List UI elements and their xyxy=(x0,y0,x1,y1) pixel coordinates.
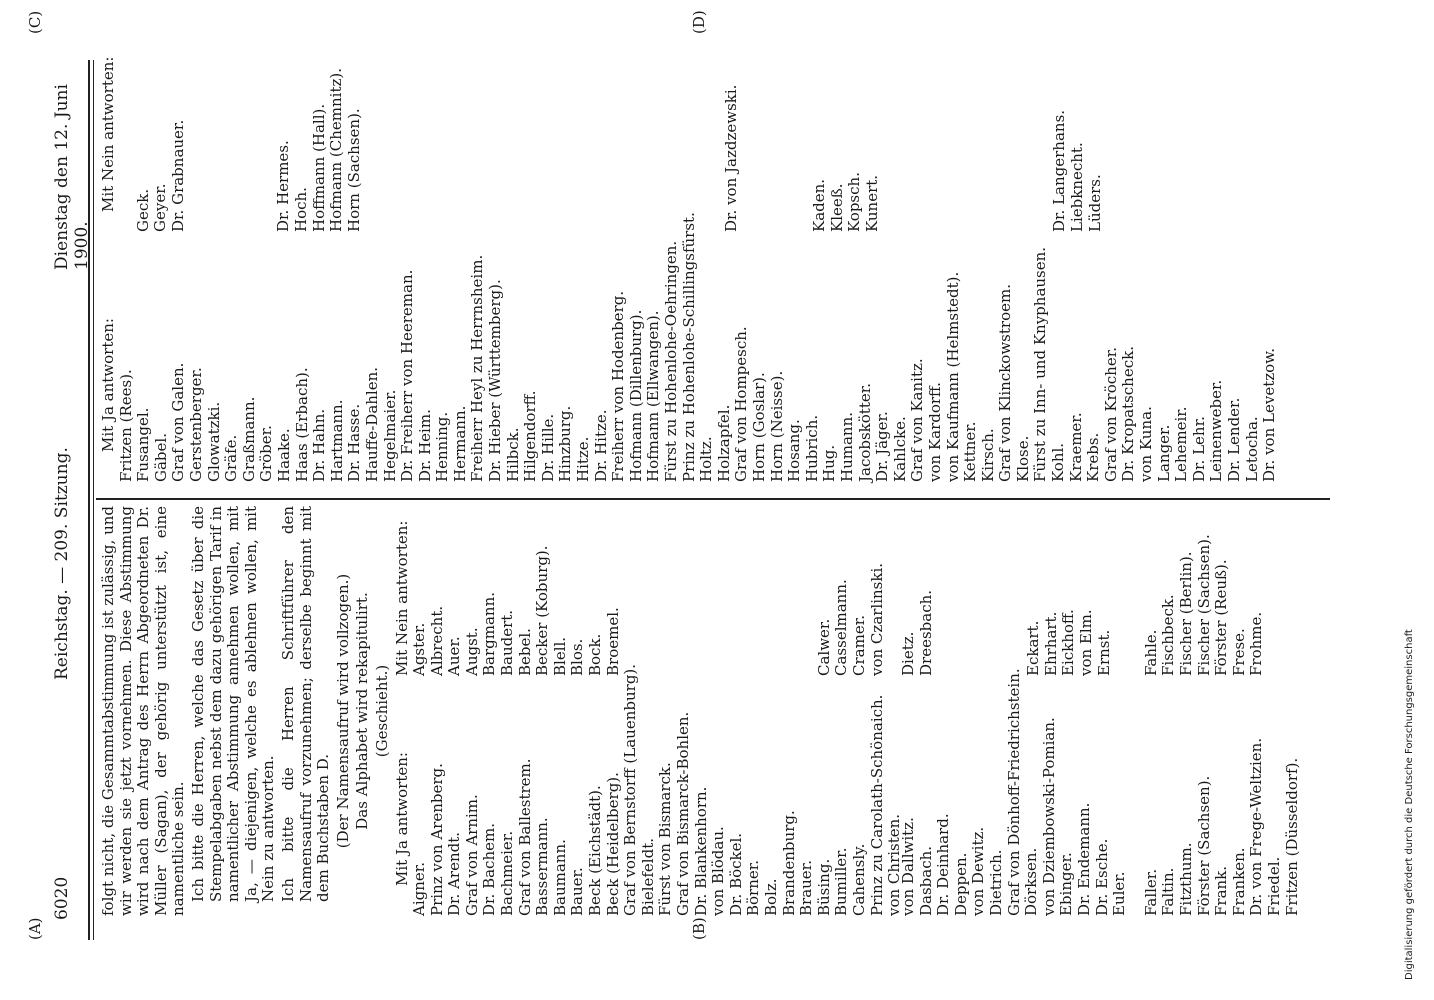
member-name: Kleeß. xyxy=(827,183,846,232)
vote-headings-right xyxy=(100,52,118,482)
member-name: Euler. xyxy=(1110,871,1129,916)
member-name: Horn (Neisse). xyxy=(767,370,786,482)
no-list-right-5 xyxy=(1051,68,1104,232)
member-name: Graßmann. xyxy=(239,396,258,482)
member-name: Hilbck. xyxy=(503,427,522,482)
member-name: Graf von Galen. xyxy=(169,362,188,482)
vote-block-2 xyxy=(900,506,1129,916)
member-name: Leinenweber. xyxy=(1207,379,1226,482)
column-divider xyxy=(96,498,1330,500)
member-name: von Kardorff. xyxy=(925,382,944,482)
member-name: von Dziembowski-Pomian. xyxy=(1039,717,1058,916)
member-name: Krebs. xyxy=(1084,432,1103,482)
member-name: Dr. Hieber (Württemberg). xyxy=(486,279,505,482)
member-name: Dr. Bachem. xyxy=(480,823,499,916)
no-list-right-2 xyxy=(275,68,363,232)
member-name: Dreesbach. xyxy=(916,589,935,676)
member-name: Faltin. xyxy=(1159,867,1178,916)
member-name: Ernst. xyxy=(1094,629,1113,676)
member-name: Lehemeir. xyxy=(1172,406,1191,482)
vote-block-3 xyxy=(1143,506,1301,916)
vote-block-1 xyxy=(411,506,904,916)
member-name: Kahlcke. xyxy=(890,416,909,482)
member-name: Dr. Heim. xyxy=(415,409,434,482)
no-list-wrap xyxy=(900,590,1129,676)
member-name: von Blödau. xyxy=(709,826,728,916)
member-name: Graf von Bismarck-Bohlen. xyxy=(674,711,692,916)
no-heading-right: Mit Nein antworten: xyxy=(99,56,117,212)
member-name: Holtz. xyxy=(697,436,716,482)
member-name: Graf von Ballestrem. xyxy=(515,758,534,916)
member-name: Lüders. xyxy=(1085,174,1104,232)
member-name: Dr. von Levetzow. xyxy=(1260,348,1279,482)
member-name: Ebinger. xyxy=(1057,852,1076,916)
member-name: Gäbel. xyxy=(151,433,170,482)
member-name: Horn (Sachsen). xyxy=(344,108,363,232)
right-column xyxy=(100,52,1279,482)
member-name: Bauer. xyxy=(568,867,587,916)
member-name: Prinz zu Hohenlohe-Schillingsfürst. xyxy=(679,212,698,482)
member-name: Bumiller. xyxy=(832,847,851,916)
yes-list-1 xyxy=(410,663,904,916)
member-name: Brauer. xyxy=(797,860,816,916)
member-name: Fürst zu Hohenlohe-Oehringen. xyxy=(662,240,680,482)
member-name: Bebel. xyxy=(515,628,534,676)
vote-instruction-paragraph: Ich bitte die Herren, welche das Gesetz über die Stempelabgaben nebst dem dazu gehörigen Tarif in namentlicher Abstimmung annehmen wollen, mit Ja, — diejenigen, welche es ablehnen wollen, mit Nein zu antworten. xyxy=(188,506,278,902)
member-name: Förster (Sachsen). xyxy=(1194,775,1213,916)
member-name: Hermann. xyxy=(450,405,469,482)
member-name: Dr. Hermes. xyxy=(274,140,293,232)
member-name: Baumann. xyxy=(550,839,569,916)
member-name: Geck. xyxy=(133,188,152,232)
yes-list-2 xyxy=(899,668,1129,916)
margin-mark-c: (C) xyxy=(26,10,44,34)
no-list-3 xyxy=(900,590,935,676)
member-name: Jacobskötter. xyxy=(855,382,874,482)
member-name: Cramer. xyxy=(849,615,868,676)
member-name: Broemel. xyxy=(603,607,622,676)
member-name: Kirsch. xyxy=(978,428,997,482)
member-name: Hofmann (Ellwangen). xyxy=(644,310,663,482)
member-name: Dr. Hahn. xyxy=(310,408,329,482)
member-name: Bock. xyxy=(586,633,605,676)
member-name: Kopsch. xyxy=(845,172,864,232)
member-name: von Christen. xyxy=(885,813,904,916)
member-name: Dr. Hille. xyxy=(538,413,557,482)
member-name: Dietz. xyxy=(899,631,918,676)
member-name: Fritzen (Düsseldorf). xyxy=(1282,757,1301,916)
member-name: Gräfe. xyxy=(222,434,241,482)
member-name: Calwer. xyxy=(814,618,833,676)
member-name: Franken. xyxy=(1229,847,1248,916)
member-name: Dörksen. xyxy=(1022,847,1041,916)
funding-footer: Digitalisierung gefördert durch die Deutsche Forschungsgemeinschaft xyxy=(1404,629,1415,980)
member-name: Aigner. xyxy=(410,861,429,916)
member-name: Hauffe-Dahlen. xyxy=(362,366,381,482)
margin-mark-d: (D) xyxy=(690,10,708,34)
member-name: Baudert. xyxy=(498,609,517,676)
no-list-right-3 xyxy=(723,68,741,232)
member-name: Hubrich. xyxy=(802,414,821,482)
member-name: Kohl. xyxy=(1049,442,1068,482)
member-name: Bachmeier. xyxy=(498,830,517,916)
member-name: Casselmann. xyxy=(832,579,851,676)
member-name: Bassermann. xyxy=(533,817,552,916)
member-name: von Czarlinski. xyxy=(867,562,886,676)
member-name: Dr. Blankenhorn. xyxy=(691,786,710,916)
no-lists-right xyxy=(118,68,1279,232)
member-name: Albrecht. xyxy=(427,605,446,676)
member-name: Gerstenberger. xyxy=(186,367,205,482)
member-name: Beck (Heidelberg). xyxy=(603,772,622,916)
member-name: Gröber. xyxy=(257,425,276,482)
member-name: Fürst zu Inn- und Knyphausen. xyxy=(1031,246,1050,482)
member-name: Blell. xyxy=(550,636,569,676)
member-name: Förster (Reuß). xyxy=(1212,559,1231,676)
member-name: Dr. Grabnauer. xyxy=(168,119,187,232)
member-name: Humann. xyxy=(837,412,856,482)
member-name: Cahensly. xyxy=(849,843,868,916)
member-name: Auer. xyxy=(445,636,464,676)
vote-headings xyxy=(394,506,412,916)
member-name: Dr. Endemann. xyxy=(1075,802,1094,916)
member-name: Dr. Jäger. xyxy=(873,411,892,482)
member-name: Dr. Lehr. xyxy=(1189,416,1208,482)
member-name: Dr. Esche. xyxy=(1092,838,1111,916)
member-name: Dr. Arendt. xyxy=(445,831,464,916)
member-name: Dr. Böckel. xyxy=(726,832,745,916)
member-name: Fahle. xyxy=(1141,629,1160,676)
yes-heading: Mit Ja antworten: xyxy=(392,752,411,886)
member-name: Bolz. xyxy=(761,878,780,916)
member-name: Bielefeldt. xyxy=(638,838,657,916)
member-name: Kaden. xyxy=(809,178,828,232)
member-name: Fusangel. xyxy=(134,407,153,482)
margin-mark-a: (A) xyxy=(26,917,44,940)
vote-block-right xyxy=(118,52,1279,482)
header-rule xyxy=(88,60,90,940)
member-name: Fischbeck. xyxy=(1159,594,1178,676)
member-name: Kunert. xyxy=(862,174,881,232)
member-name: Eickhoff. xyxy=(1059,609,1078,676)
margin-mark-b: (B) xyxy=(690,917,708,940)
member-name: Frohme. xyxy=(1247,611,1266,676)
member-name: Graf von Kröcher. xyxy=(1101,347,1120,482)
page-header xyxy=(52,40,92,960)
member-name: Ehrhart. xyxy=(1041,611,1060,676)
member-name: Dasbach. xyxy=(916,845,935,916)
member-name: Blos. xyxy=(568,638,587,676)
yes-heading-right: Mit Ja antworten: xyxy=(99,318,117,452)
member-name: Kraemer. xyxy=(1066,412,1085,482)
member-name: Deppen. xyxy=(951,852,970,916)
intro-paragraph: folgt nicht, die Gesammtabstimmung ist zulässig, und wir werden sie jetzt vornehmen. Diese Abstimmung wird nach dem Antrag des Herrn Abgeordneten Dr. Müller (Sagan), der gehörig unterstützt ist, eine namentliche sein. xyxy=(99,506,188,916)
member-name: Dietrich. xyxy=(987,849,1006,916)
member-name: Letocha. xyxy=(1242,416,1261,482)
yes-list-3 xyxy=(1143,676,1301,916)
member-name: Graf von Kanitz. xyxy=(908,358,927,482)
member-name: Dr. Lender. xyxy=(1225,397,1243,482)
member-name: Freiherr von Hodenberg. xyxy=(609,290,628,482)
member-name: Hitze. xyxy=(574,436,593,482)
member-name: Dr. Kropatscheck. xyxy=(1119,346,1138,482)
member-name: Friedel. xyxy=(1264,856,1283,916)
member-name: Agster. xyxy=(410,622,429,676)
member-name: Graf von Klinckowstroem. xyxy=(996,284,1015,482)
no-heading: Mit Nein antworten: xyxy=(392,520,411,676)
rollcall-paragraph: Ich bitte die Herren Schriftführer den Namensaufruf vorzunehmen; derselbe beginnt mit dem Buchstaben D. xyxy=(278,506,333,902)
left-column xyxy=(100,506,1301,916)
member-name: Hoch. xyxy=(291,187,310,232)
yes-list-right xyxy=(116,212,1279,482)
member-name: Graf von Hompesch. xyxy=(732,326,751,482)
member-name: Büsing. xyxy=(814,858,833,916)
member-name: Eckart. xyxy=(1024,620,1043,676)
member-name: Dr. von Frege-Weltzien. xyxy=(1247,737,1266,916)
member-name: Henning. xyxy=(433,411,452,482)
member-name: Haas (Erbach). xyxy=(292,367,311,482)
member-name: Liebknecht. xyxy=(1067,142,1086,232)
member-name: Bargmann. xyxy=(480,592,499,676)
rollcall-note: (Der Namensaufruf wird vollzogen.) xyxy=(333,573,352,849)
no-list-right-4 xyxy=(811,68,881,232)
member-name: Börner. xyxy=(744,859,763,916)
member-name: Prinz von Arenberg. xyxy=(427,763,446,916)
member-name: Fritzen (Rees). xyxy=(116,369,135,482)
member-name: Dr. Langerhans. xyxy=(1050,109,1069,232)
member-name: Kettner. xyxy=(961,421,980,482)
member-name: Hinzburg. xyxy=(556,405,575,482)
no-list-right-1 xyxy=(135,68,188,232)
member-name: Fischer (Sachsen). xyxy=(1194,534,1213,676)
member-name: Becker (Koburg). xyxy=(533,545,552,676)
member-name: Graf von Arnim. xyxy=(462,794,481,916)
member-name: Langer. xyxy=(1154,424,1173,482)
page-number: 6020 xyxy=(52,876,72,920)
member-name: Hofmann (Dillenburg). xyxy=(626,309,645,482)
member-name: Prinz zu Carolath-Schönaich. xyxy=(867,694,886,916)
member-name: Glowatzki. xyxy=(204,401,223,482)
member-name: Hegelmaier. xyxy=(380,389,399,482)
member-name: Fischer (Berlin). xyxy=(1177,551,1195,676)
member-name: Beck (Eichstädt). xyxy=(586,785,605,916)
member-name: Hoffmann (Hall). xyxy=(309,103,328,232)
member-name: Haake. xyxy=(274,428,293,482)
member-name: Graf von Dönhoff-Friedrichstein. xyxy=(1004,668,1023,916)
member-name: von Elm. xyxy=(1077,609,1096,676)
member-name: Frank. xyxy=(1212,865,1231,916)
member-name: Faller. xyxy=(1141,868,1160,916)
member-name: Fürst von Bismarck. xyxy=(656,762,675,916)
header-right-title: Dienstag den 12. Juni 1900. xyxy=(52,84,92,270)
member-name: von Kaufmann (Helmstedt). xyxy=(943,271,962,482)
member-name: Hosang. xyxy=(785,419,804,482)
member-name: Hofmann (Chemnitz). xyxy=(327,67,346,232)
member-name: Dr. Hasse. xyxy=(345,403,364,482)
member-name: Dr. von Jazdzewski. xyxy=(722,84,741,232)
member-name: Dr. Freiherr von Heereman. xyxy=(398,269,417,482)
member-name: Graf von Bernstorff (Lauenburg). xyxy=(621,663,640,916)
member-name: von Dallwitz. xyxy=(899,817,918,916)
done-note: (Geschieht.) xyxy=(372,664,391,758)
member-name: Dr. Deinhard. xyxy=(934,813,953,916)
member-name: Klose. xyxy=(1013,435,1032,482)
member-name: Geyer. xyxy=(151,183,170,232)
member-name: Frese. xyxy=(1229,628,1248,676)
no-list-5 xyxy=(1143,534,1301,676)
member-name: Dr. Hitze. xyxy=(591,409,610,482)
member-name: von Dewitz. xyxy=(969,826,988,916)
header-rule-thin xyxy=(93,60,94,940)
member-name: Hartmann. xyxy=(327,399,346,482)
member-name: Brandenburg. xyxy=(779,810,798,916)
header-left-title: Reichstag. — 209. Sitzung. xyxy=(52,447,72,680)
member-name: Fitzthum. xyxy=(1177,842,1195,916)
alphabet-note: Das Alphabet wird rekapitulirt. xyxy=(353,592,372,830)
member-name: Freiherr Heyl zu Herrnsheim. xyxy=(468,254,487,482)
no-list-4 xyxy=(1025,590,1113,676)
member-name: Hug. xyxy=(820,444,839,482)
member-name: von Kuna. xyxy=(1137,406,1156,482)
member-name: Holzapfel. xyxy=(714,404,733,482)
member-name: Augst. xyxy=(462,627,481,676)
member-name: Horn (Goslar). xyxy=(749,372,768,482)
member-name: Hilgendorff. xyxy=(521,390,540,482)
